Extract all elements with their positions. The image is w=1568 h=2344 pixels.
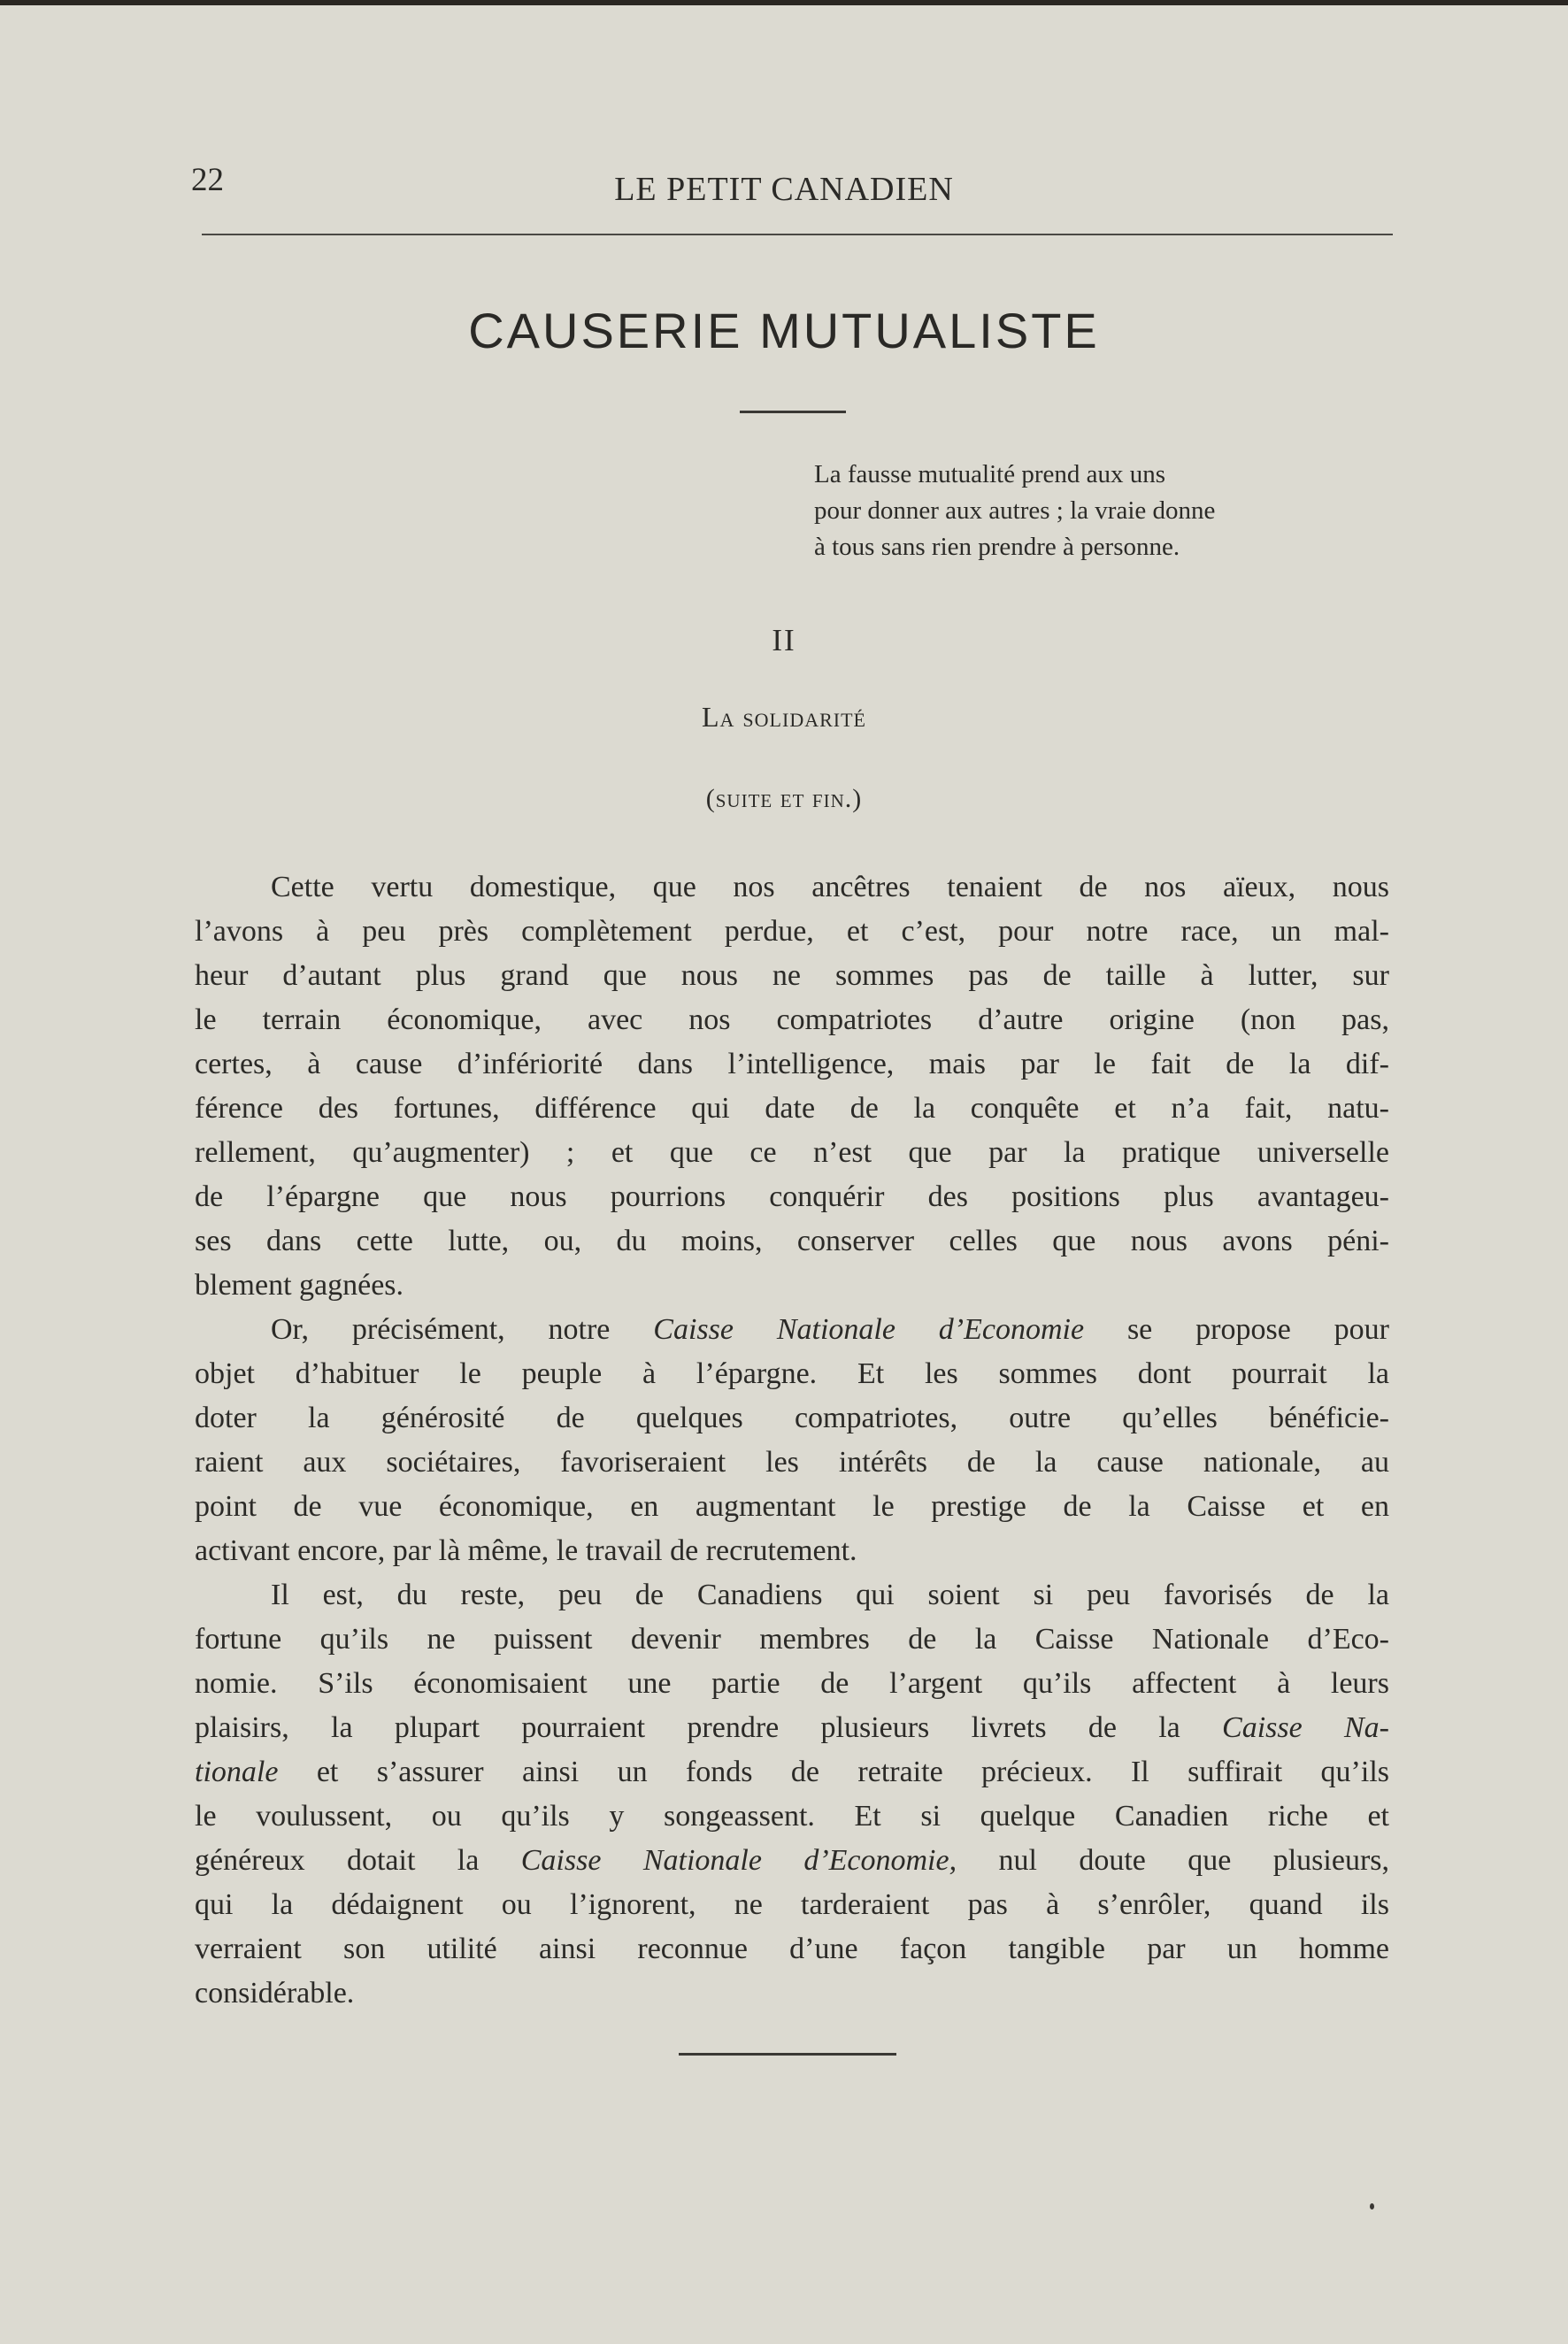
text-segment: Cette vertu domestique, que nos ancêtres tenaient de nos aïeux, nous [271, 871, 1389, 903]
text-segment: certes, à cause d’infériorité dans l’intelligence, mais par le fait de la dif- [195, 1048, 1389, 1080]
end-rule [679, 2053, 896, 2056]
paragraph [195, 865, 1389, 1308]
text-line [195, 1396, 1389, 1441]
text-segment: l’avons à peu près complètement perdue, et c’est, pour notre race, un mal- [195, 915, 1389, 948]
text-segment: Or, précisément, notre [271, 1313, 654, 1346]
text-segment: plaisirs, la plupart pourraient prendre plusieurs livrets de la [195, 1711, 1223, 1744]
epigraph [814, 457, 1393, 565]
text-segment: généreux dotait la [195, 1844, 521, 1877]
text-line [195, 1441, 1389, 1485]
text-segment: rellement, qu’augmenter) ; et que ce n’est que par la pratique universelle [195, 1136, 1389, 1169]
text-line [195, 1662, 1389, 1706]
paragraph [195, 1573, 1389, 2016]
text-line [195, 1529, 1389, 1573]
text-line [195, 1706, 1389, 1750]
text-line [195, 1087, 1389, 1131]
text-segment: férence des fortunes, différence qui date de la conquête et n’a fait, natu- [195, 1092, 1389, 1125]
text-line [195, 954, 1389, 998]
text-line [195, 1971, 1389, 2016]
text-segment: blement gagnées. [195, 1269, 404, 1302]
article-body [195, 865, 1389, 2016]
text-line [195, 910, 1389, 954]
text-segment: heur d’autant plus grand que nous ne sommes pas de taille à lutter, sur [195, 959, 1389, 992]
text-segment: nomie. S’ils économisaient une partie de l’argent qu’ils affectent à leurs [195, 1667, 1389, 1700]
text-segment: le voulussent, ou qu’ils y songeassent. Et si quelque Canadien riche et [195, 1800, 1389, 1833]
text-line [195, 1264, 1389, 1308]
epigraph-line: à tous sans rien prendre à personne. [814, 533, 1180, 561]
text-segment: verraient son utilité ainsi reconnue d’une façon tangible par un homme [195, 1933, 1389, 1965]
text-line [195, 1927, 1389, 1971]
text-line [195, 1485, 1389, 1529]
epigraph-line: pour donner aux autres ; la vraie donne [814, 496, 1216, 525]
section-note: (suite et fin.) [705, 784, 863, 813]
text-segment: raient aux sociétaires, favoriseraient les intérêts de la cause nationale, au [195, 1446, 1389, 1479]
italic-text: Caisse Nationale d’Economie, [520, 1844, 957, 1877]
text-segment: ses dans cette lutte, ou, du moins, conserver celles que nous avons péni- [195, 1225, 1389, 1257]
ink-speck [1370, 2203, 1374, 2210]
text-line [195, 1308, 1389, 1352]
italic-text: tionale [195, 1756, 279, 1788]
text-segment: doter la générosité de quelques compatriotes, outre qu’elles bénéficie- [195, 1402, 1389, 1434]
text-line [195, 1573, 1389, 1618]
text-segment: de l’épargne que nous pourrions conquérir des positions plus avantageu- [195, 1180, 1389, 1213]
text-line [195, 1175, 1389, 1219]
text-line [195, 1131, 1389, 1175]
document-page [0, 5, 1568, 2344]
page-number: 22 [191, 162, 224, 198]
text-line [195, 1219, 1389, 1264]
text-line [195, 865, 1389, 910]
title-rule [740, 411, 846, 413]
paragraph [195, 1308, 1389, 1573]
text-segment: considérable. [195, 1977, 355, 2010]
text-line [195, 1839, 1389, 1883]
text-segment: se propose pour [1084, 1313, 1389, 1346]
section-number: II [772, 623, 796, 657]
text-segment: qui la dédaignent ou l’ignorent, ne tarderaient pas à s’enrôler, quand ils [195, 1888, 1389, 1921]
text-line [195, 1750, 1389, 1795]
text-line [195, 1352, 1389, 1396]
running-title: LE PETIT CANADIEN [614, 171, 954, 208]
text-line [195, 1618, 1389, 1662]
text-line [195, 1042, 1389, 1087]
text-segment: point de vue économique, en augmentant le prestige de la Caisse et en [195, 1490, 1389, 1523]
text-segment: objet d’habituer le peuple à l’épargne. Et les sommes dont pourrait la [195, 1357, 1389, 1390]
text-line [195, 1883, 1389, 1927]
italic-text: Caisse Nationale d’Economie [653, 1313, 1085, 1346]
text-segment: activant encore, par là même, le travail de recrutement. [195, 1534, 857, 1567]
text-segment: fortune qu’ils ne puissent devenir membres de la Caisse Nationale d’Eco- [195, 1623, 1389, 1656]
text-segment: Il est, du reste, peu de Canadiens qui soient si peu favorisés de la [271, 1579, 1389, 1611]
header-rule [202, 234, 1393, 235]
epigraph-line: La fausse mutualité prend aux uns [814, 460, 1166, 488]
text-segment: le terrain économique, avec nos compatriotes d’autre origine (non pas, [195, 1003, 1389, 1036]
section-title: La solidarité [702, 701, 866, 733]
text-line [195, 1795, 1389, 1839]
text-segment: et s’assurer ainsi un fonds de retraite précieux. Il suffirait qu’ils [278, 1756, 1389, 1788]
text-line [195, 998, 1389, 1042]
italic-text: Caisse Na- [1222, 1711, 1389, 1744]
text-segment: nul doute que plusieurs, [957, 1844, 1390, 1877]
article-title: CAUSERIE MUTUALISTE [468, 303, 1100, 358]
